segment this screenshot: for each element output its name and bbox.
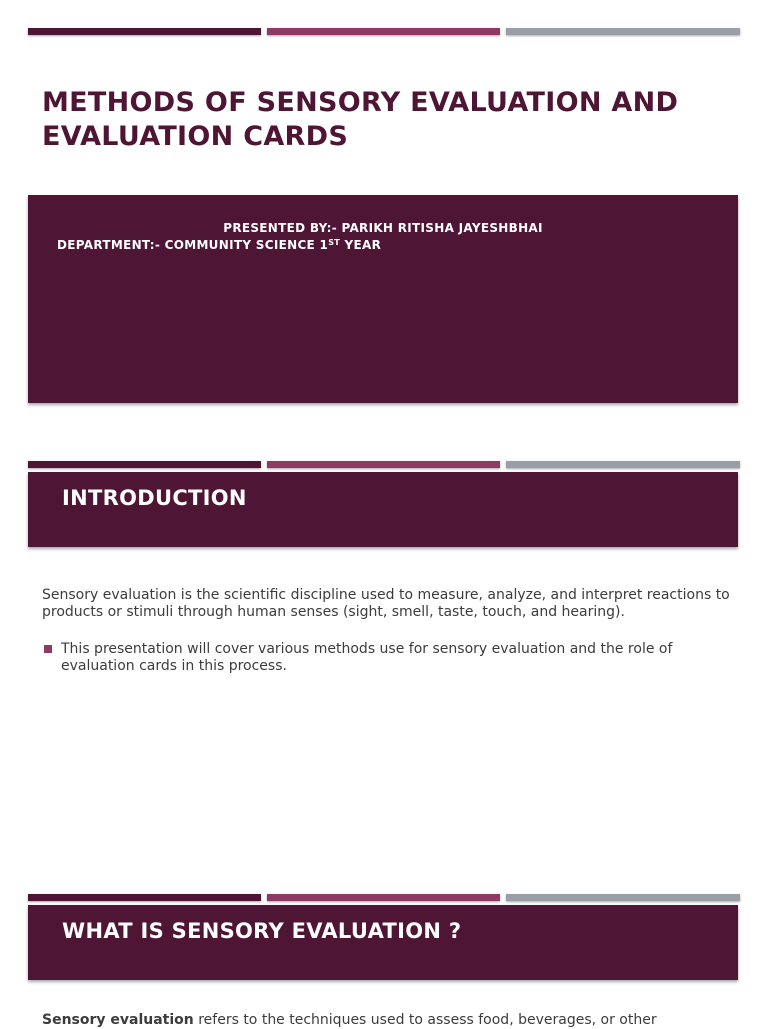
intro-paragraph: Sensory evaluation is the scientific discipline used to measure, analyze, and interpret reactions to products or stimuli through human senses (sight, smell, taste, touch, and hearing). xyxy=(42,587,730,620)
decor-segment-maroon xyxy=(28,461,261,468)
department-text xyxy=(57,238,381,252)
department-suffix: YEAR xyxy=(340,238,382,252)
slide3-heading: WHAT IS SENSORY EVALUATION ? xyxy=(62,919,462,943)
decor-segment-gray xyxy=(506,28,740,35)
slide2-decor-bar xyxy=(28,461,740,469)
bullet-square-icon xyxy=(44,645,52,653)
decor-segment-maroon xyxy=(28,894,261,901)
slide1-decor-bar xyxy=(28,28,740,36)
decor-segment-rose xyxy=(267,894,500,901)
slide3-heading-band xyxy=(28,905,738,980)
department-prefix: DEPARTMENT:- COMMUNITY SCIENCE 1 xyxy=(57,238,329,252)
definition-text: refers to the techniques used to assess food, beverages, or other xyxy=(193,1012,657,1028)
definition-bold-term: Sensory evaluation xyxy=(42,1012,194,1028)
decor-segment-gray xyxy=(506,461,740,468)
decor-segment-rose xyxy=(267,461,500,468)
decor-segment-maroon xyxy=(28,28,261,35)
slide1-presenter-band xyxy=(28,195,738,403)
slide2-heading-band xyxy=(28,472,738,547)
intro-bullet-item xyxy=(42,641,732,675)
slide3-decor-bar xyxy=(28,894,740,902)
presented-by-text: PRESENTED BY:- PARIKH RITISHA JAYESHBHAI xyxy=(223,221,543,235)
decor-segment-gray xyxy=(506,894,740,901)
slide2-heading: INTRODUCTION xyxy=(62,486,247,510)
intro-bullet-text: This presentation will cover various methods use for sensory evaluation and the role of evaluation cards in this process. xyxy=(61,641,673,674)
slide1-title: METHODS OF SENSORY EVALUATION AND EVALUATION CARDS xyxy=(42,87,679,152)
sensory-definition-paragraph xyxy=(42,1012,732,1029)
department-ordinal-suffix: ST xyxy=(328,238,341,247)
decor-segment-rose xyxy=(267,28,500,35)
